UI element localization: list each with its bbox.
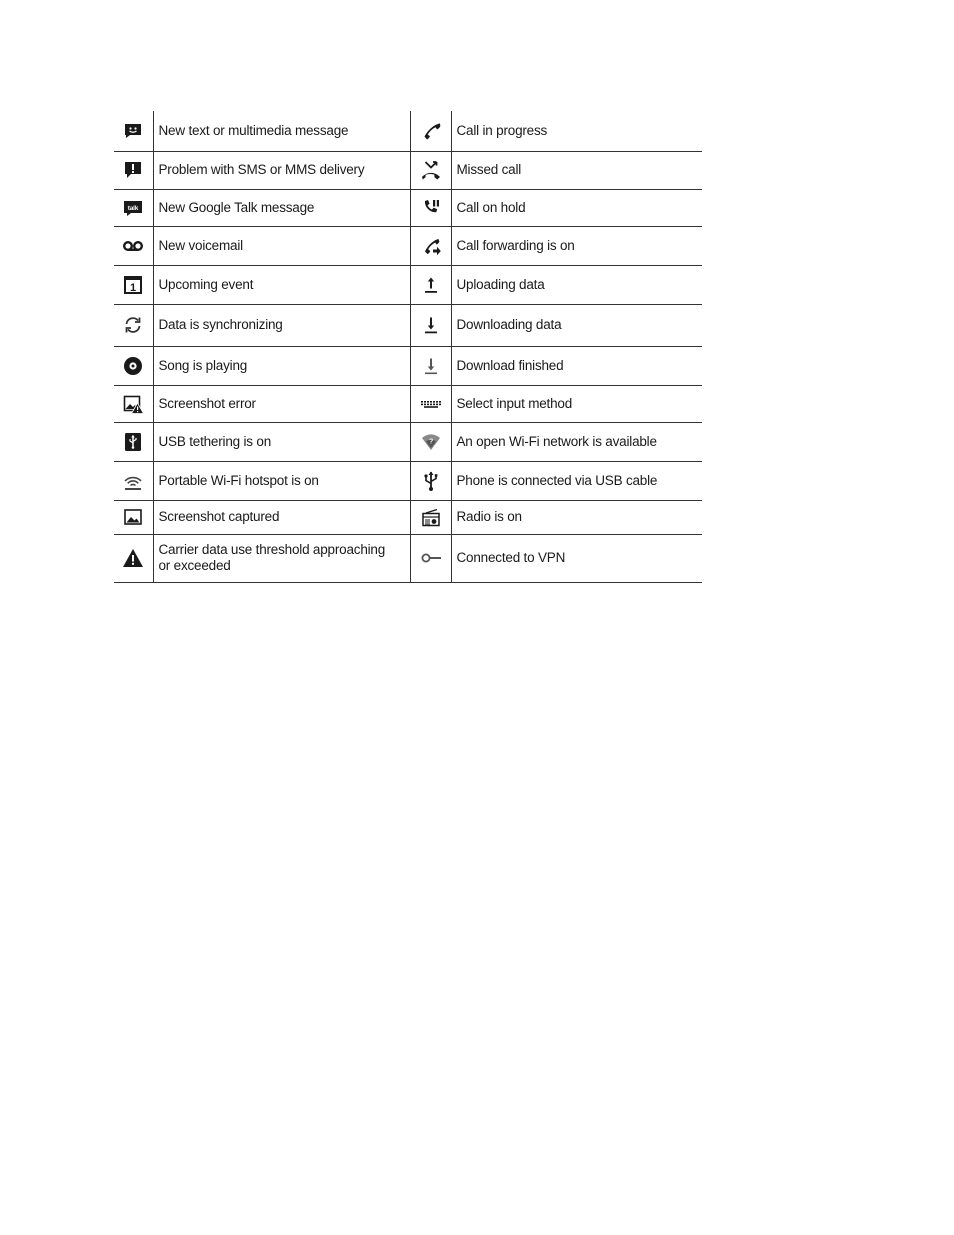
call-in-progress-icon bbox=[420, 120, 442, 142]
calendar-event-icon bbox=[122, 274, 144, 296]
left-icon-cell bbox=[114, 461, 153, 500]
right-description: Call in progress bbox=[451, 111, 702, 151]
right-description: Phone is connected via USB cable bbox=[451, 461, 702, 500]
calendar-day-text: 1 bbox=[130, 281, 137, 294]
left-description: New Google Talk message bbox=[153, 189, 410, 226]
right-icon-cell bbox=[410, 226, 451, 265]
left-description: USB tethering is on bbox=[153, 422, 410, 461]
left-description: Data is synchronizing bbox=[153, 304, 410, 346]
left-description: Screenshot captured bbox=[153, 500, 410, 534]
svg-text:?: ? bbox=[428, 438, 433, 445]
message-icon bbox=[122, 120, 144, 142]
right-icon-cell bbox=[410, 500, 451, 534]
right-description: Uploading data bbox=[451, 265, 702, 304]
keyboard-icon bbox=[420, 393, 442, 415]
sms-problem-icon bbox=[122, 159, 144, 181]
right-description: Call on hold bbox=[451, 189, 702, 226]
screenshot-error-icon bbox=[122, 393, 144, 415]
status-icons-table bbox=[114, 111, 702, 583]
left-icon-cell bbox=[114, 226, 153, 265]
open-wifi-icon bbox=[420, 431, 442, 453]
table-row-sync bbox=[114, 304, 702, 346]
left-icon-cell bbox=[114, 346, 153, 385]
right-icon-cell bbox=[410, 346, 451, 385]
right-icon-cell bbox=[410, 422, 451, 461]
talk-text: talk bbox=[128, 204, 139, 212]
right-icon-cell bbox=[410, 189, 451, 226]
usb-tethering-icon bbox=[122, 431, 144, 453]
right-icon-cell bbox=[410, 265, 451, 304]
status-icons-table-body bbox=[114, 111, 702, 582]
google-talk-icon bbox=[122, 197, 144, 219]
left-description: New text or multimedia message bbox=[153, 111, 410, 151]
right-icon-cell bbox=[410, 304, 451, 346]
table-row-usb-tethering bbox=[114, 422, 702, 461]
left-icon-cell bbox=[114, 304, 153, 346]
call-on-hold-icon bbox=[420, 197, 442, 219]
table-row-screenshot-error bbox=[114, 385, 702, 422]
upload-icon bbox=[420, 274, 442, 296]
left-description: Problem with SMS or MMS delivery bbox=[153, 151, 410, 189]
usb-icon bbox=[420, 470, 442, 492]
right-icon-cell bbox=[410, 385, 451, 422]
left-icon-cell bbox=[114, 265, 153, 304]
right-description: Connected to VPN bbox=[451, 534, 702, 582]
left-description: Screenshot error bbox=[153, 385, 410, 422]
table-row-wifi-hotspot bbox=[114, 461, 702, 500]
call-forwarding-icon bbox=[420, 235, 442, 257]
right-icon-cell bbox=[410, 534, 451, 582]
right-description: Downloading data bbox=[451, 304, 702, 346]
left-icon-cell bbox=[114, 500, 153, 534]
left-icon-cell bbox=[114, 534, 153, 582]
table-row-message bbox=[114, 111, 702, 151]
left-icon-cell bbox=[114, 151, 153, 189]
missed-call-icon bbox=[420, 159, 442, 181]
right-description: Missed call bbox=[451, 151, 702, 189]
right-description: Call forwarding is on bbox=[451, 226, 702, 265]
right-icon-cell bbox=[410, 111, 451, 151]
left-description: Portable Wi-Fi hotspot is on bbox=[153, 461, 410, 500]
table-row-voicemail bbox=[114, 226, 702, 265]
right-icon-cell bbox=[410, 151, 451, 189]
wifi-hotspot-icon bbox=[122, 470, 144, 492]
download-icon bbox=[420, 314, 442, 336]
music-disc-icon bbox=[122, 355, 144, 377]
left-icon-cell bbox=[114, 385, 153, 422]
table-row-upcoming-event bbox=[114, 265, 702, 304]
table-row-screenshot-captured bbox=[114, 500, 702, 534]
left-icon-cell bbox=[114, 422, 153, 461]
screenshot-captured-icon bbox=[122, 506, 144, 528]
download-finished-icon bbox=[420, 355, 442, 377]
voicemail-icon bbox=[122, 235, 144, 257]
table-row-sms-problem bbox=[114, 151, 702, 189]
table-row-song-playing bbox=[114, 346, 702, 385]
radio-icon bbox=[420, 506, 442, 528]
left-icon-cell bbox=[114, 189, 153, 226]
right-description: Select input method bbox=[451, 385, 702, 422]
warning-icon bbox=[122, 547, 144, 569]
vpn-key-icon bbox=[420, 547, 442, 569]
left-description: New voicemail bbox=[153, 226, 410, 265]
left-icon-cell bbox=[114, 111, 153, 151]
left-description: Carrier data use threshold approaching or exceeded bbox=[153, 534, 410, 582]
left-description: Upcoming event bbox=[153, 265, 410, 304]
sync-icon bbox=[122, 314, 144, 336]
right-description: Radio is on bbox=[451, 500, 702, 534]
right-icon-cell bbox=[410, 461, 451, 500]
left-description: Song is playing bbox=[153, 346, 410, 385]
right-description: An open Wi-Fi network is available bbox=[451, 422, 702, 461]
table-row-google-talk bbox=[114, 189, 702, 226]
right-description: Download finished bbox=[451, 346, 702, 385]
table-row-carrier-data-warning bbox=[114, 534, 702, 582]
